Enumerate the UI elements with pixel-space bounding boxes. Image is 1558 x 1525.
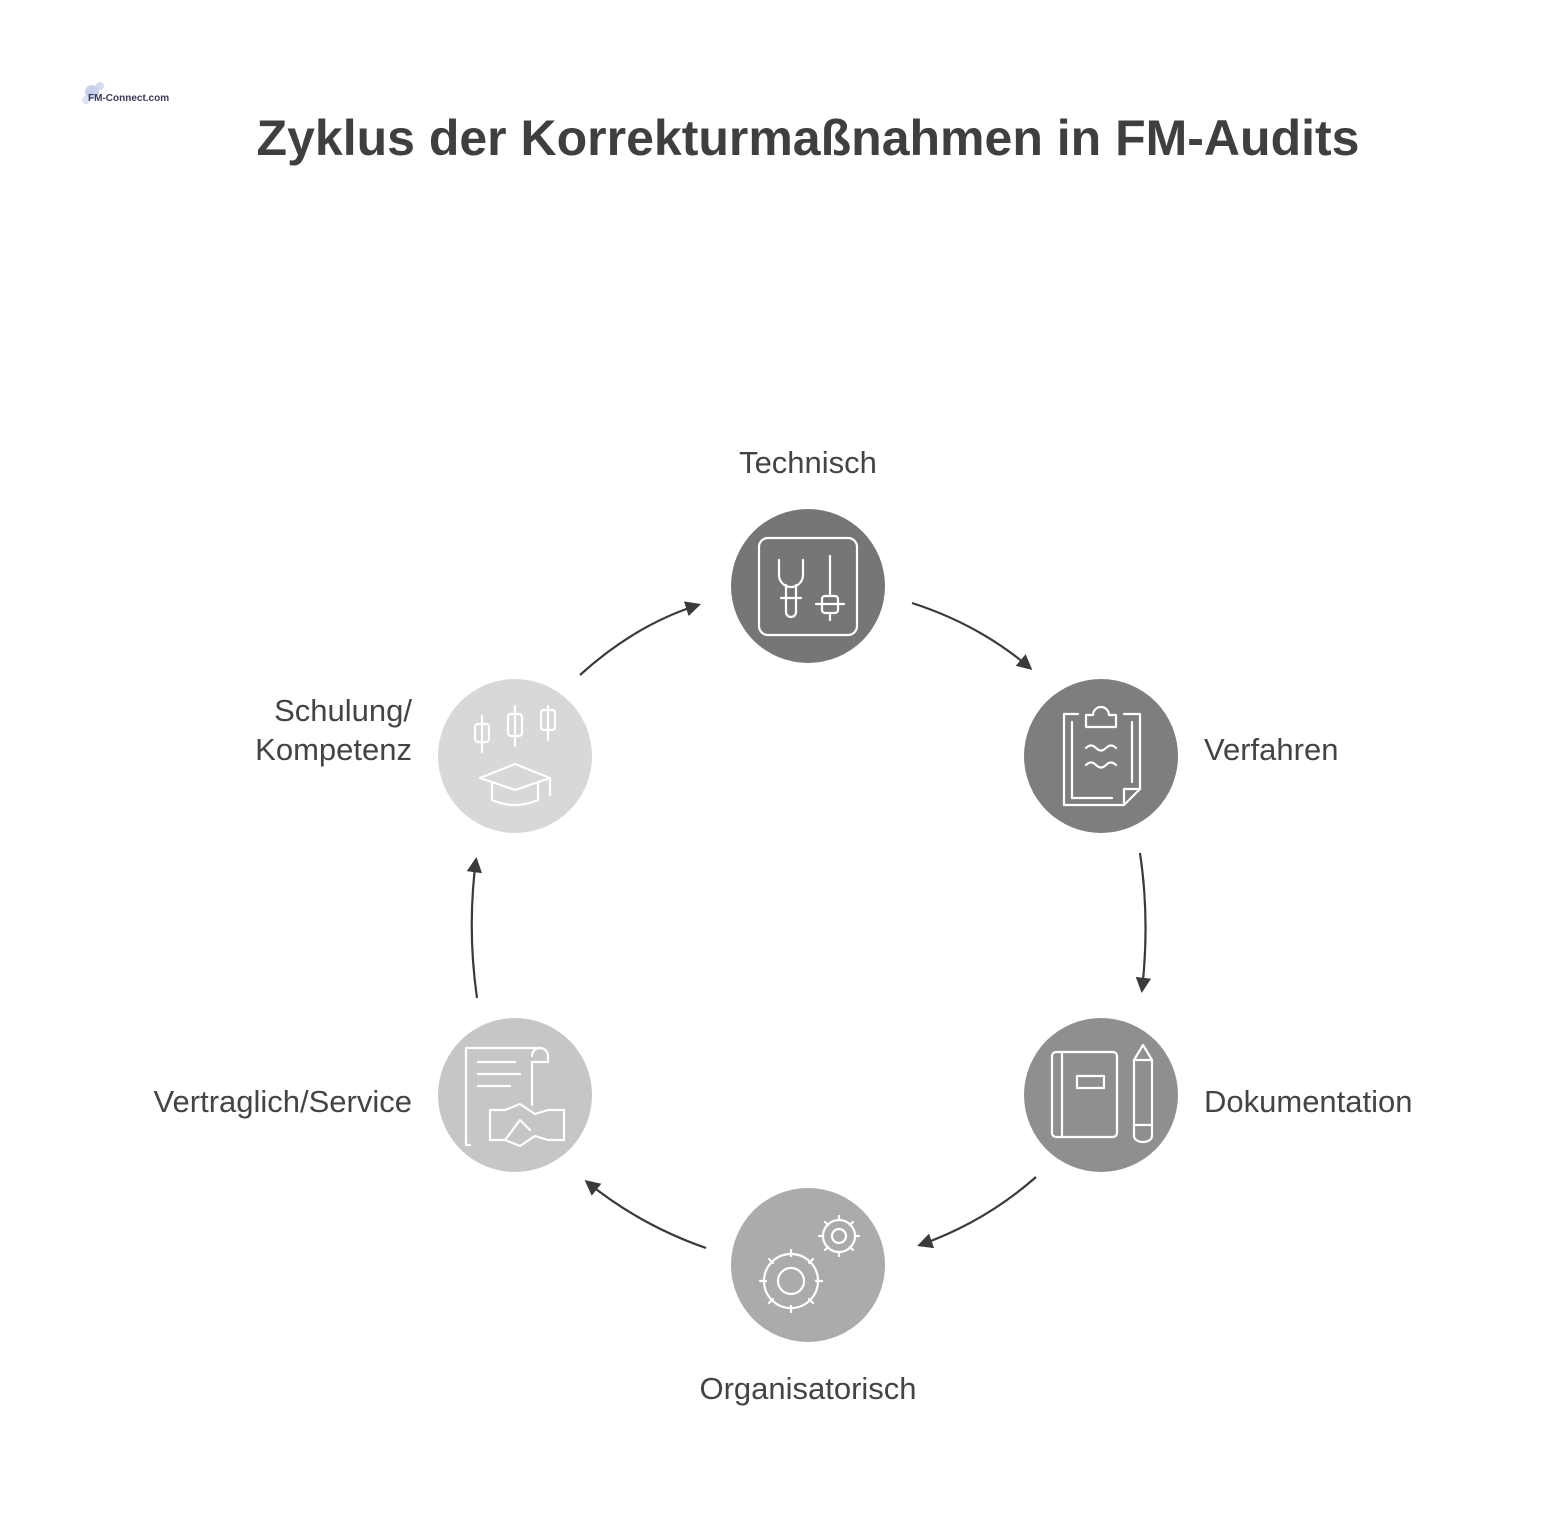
node-circle-technisch	[731, 509, 885, 663]
page-title: Zyklus der Korrekturmaßnahmen in FM-Audits	[256, 110, 1360, 166]
arrow-verfahren-to-dokumentation	[1140, 853, 1146, 990]
cycle-arrows	[472, 603, 1146, 1248]
arrow-organisatorisch-to-vertraglich	[587, 1182, 706, 1248]
arrow-vertraglich-to-schulung	[472, 860, 477, 998]
node-organisatorisch	[699, 1188, 916, 1406]
node-schulung-kompetenz	[255, 679, 592, 833]
node-dokumentation	[1024, 1018, 1413, 1172]
node-circle-verfahren	[1024, 679, 1178, 833]
node-circle-schulung-kompetenz	[438, 679, 592, 833]
arrow-schulung-to-technisch	[580, 605, 698, 675]
arrow-technisch-to-verfahren	[912, 603, 1030, 668]
node-verfahren	[1024, 679, 1338, 833]
node-circle-vertraglich-service	[438, 1018, 592, 1172]
label-organisatorisch: Organisatorisch	[699, 1371, 917, 1406]
label-schulung-line1: Schulung/	[274, 693, 412, 728]
node-vertraglich-service	[154, 1018, 592, 1172]
label-dokumentation: Dokumentation	[1204, 1084, 1413, 1119]
node-circle-organisatorisch	[731, 1188, 885, 1342]
label-technisch: Technisch	[739, 445, 877, 480]
arrow-dokumentation-to-organisatorisch	[920, 1177, 1036, 1245]
node-technisch	[731, 445, 885, 663]
label-vertraglich-service: Vertraglich/Service	[153, 1084, 412, 1119]
label-schulung-line2: Kompetenz	[255, 732, 412, 767]
logo-text: FM-Connect.com	[88, 93, 170, 104]
node-circle-dokumentation	[1024, 1018, 1178, 1172]
logo	[82, 82, 169, 104]
label-verfahren: Verfahren	[1204, 732, 1339, 767]
